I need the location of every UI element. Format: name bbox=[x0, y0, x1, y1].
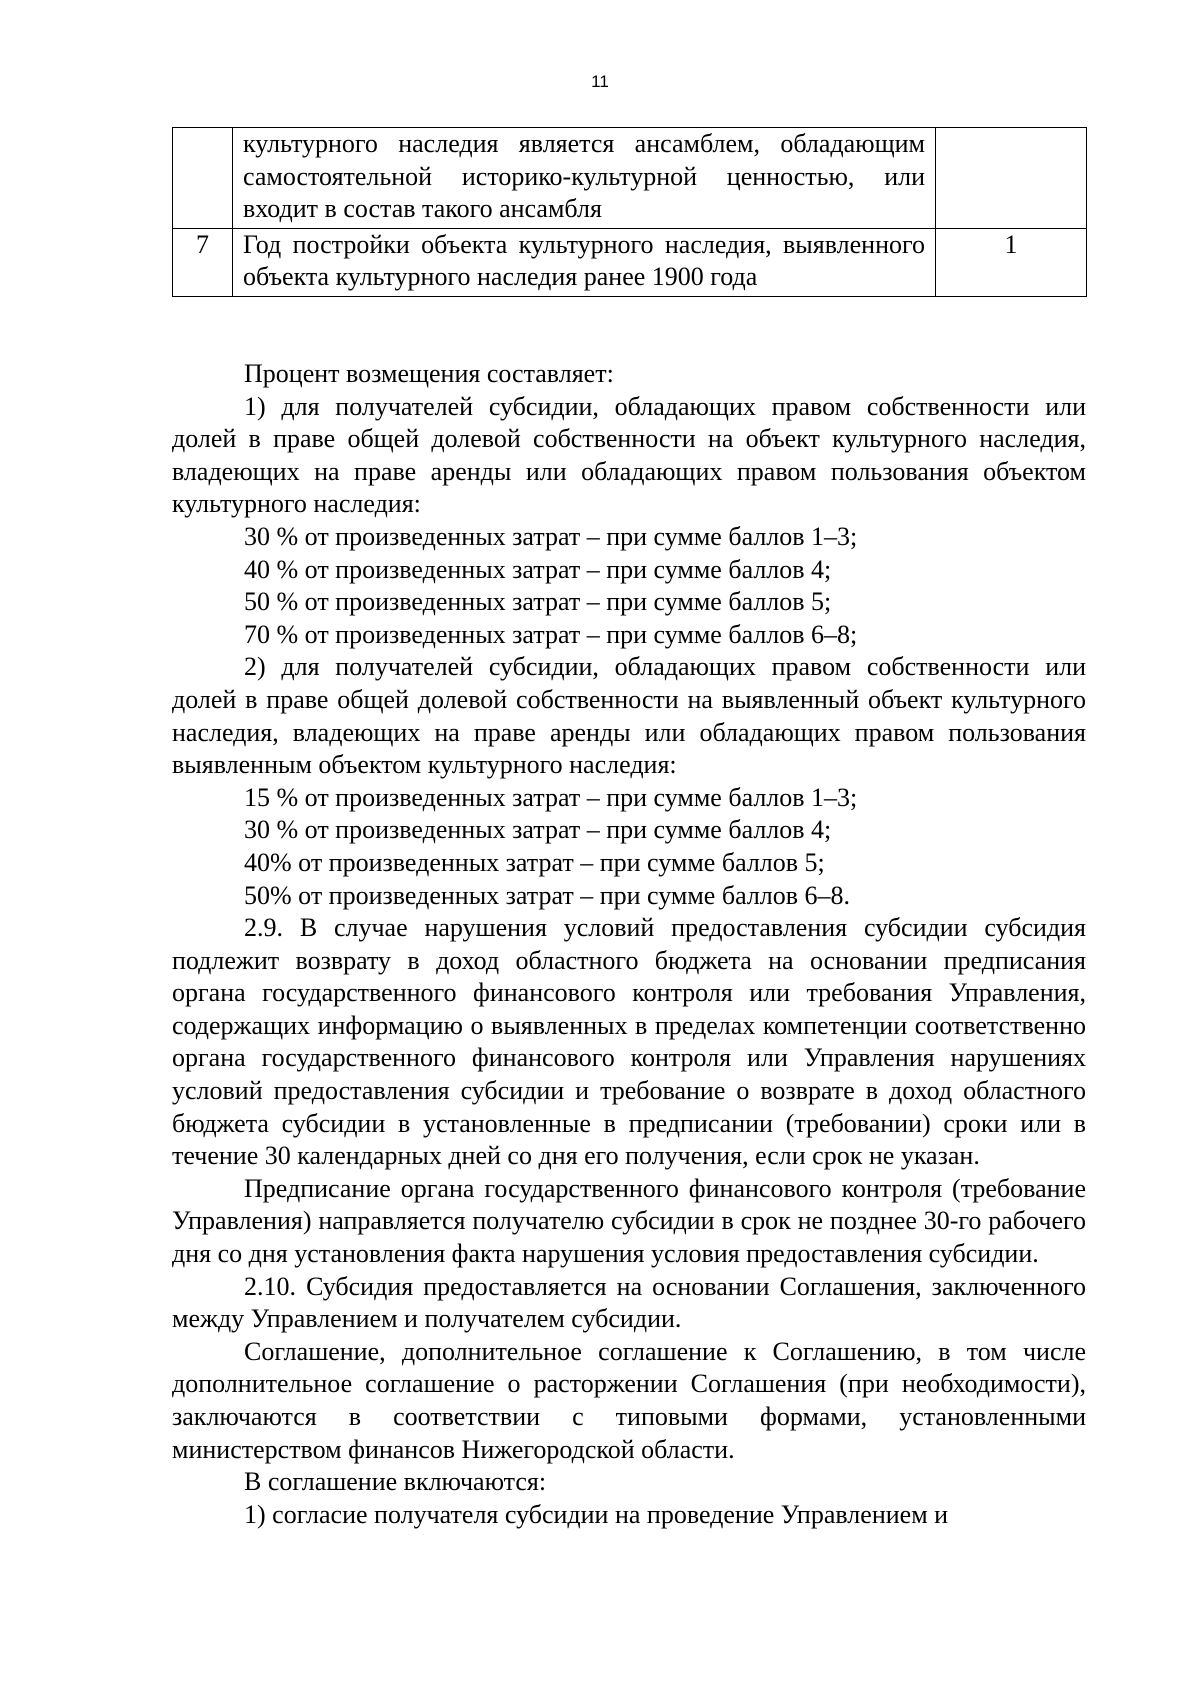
criterion-text: Год постройки объекта культурного наследия, выявленного объекта культурного наследия ранее 1900 года bbox=[233, 228, 936, 296]
table-row bbox=[173, 128, 1087, 229]
page-number: 11 bbox=[591, 72, 609, 91]
paragraph: 2.9. В случае нарушения условий предоставления субсидии субсидия подлежит возврату в доход областного бюджета на основании предписания органа государственного финансового контроля или требования Управления, содержащих информацию о выявленных в пределах компетенции соответственно органа государственного финансового контроля или Управления нарушениях условий предоставления субсидии и требование о возврате в доход областного бюджета субсидии в установленные в предписании (требовании) сроки или в течение 30 календарных дней со дня его получения, если срок не указан. bbox=[172, 913, 1086, 1171]
paragraph: В соглашение включаются: bbox=[244, 1467, 547, 1497]
paragraph: 50% от произведенных затрат – при сумме баллов 6–8. bbox=[244, 880, 851, 910]
paragraph: Предписание органа государственного финансового контроля (требование Управления) направляется получателю субсидии в срок не позднее 30-го рабочего дня со дня установления факта нарушения условия предоставления субсидии. bbox=[172, 1173, 1086, 1269]
paragraph: 30 % от произведенных затрат – при сумме баллов 1–3; bbox=[244, 521, 858, 551]
paragraph: 40 % от произведенных затрат – при сумме баллов 4; bbox=[244, 554, 832, 584]
paragraph: 30 % от произведенных затрат – при сумме баллов 4; bbox=[244, 815, 832, 845]
paragraph: Соглашение, дополнительное соглашение к Соглашению, в том числе дополнительное соглашение о расторжении Соглашения (при необходимости), заключаются в соответствии с типовыми формами, установленными министерством финансов Нижегородской области. bbox=[172, 1336, 1086, 1464]
row-number: 7 bbox=[173, 228, 233, 296]
paragraph: 50 % от произведенных затрат – при сумме баллов 5; bbox=[244, 587, 832, 617]
paragraph: 70 % от произведенных затрат – при сумме баллов 6–8; bbox=[244, 619, 858, 649]
row-number bbox=[173, 128, 233, 229]
body-text bbox=[172, 358, 1086, 1531]
criterion-text: культурного наследия является ансамблем, обладающим самостоятельной историко-культурной ценностью, или входит в состав такого ансамбля bbox=[233, 128, 936, 229]
paragraph: 1) для получателей субсидии, обладающих правом собственности или долей в праве общей долевой собственности на объект культурного наследия, владеющих на праве аренды или обладающих правом пользования объектом культурного наследия: bbox=[172, 391, 1086, 519]
criteria-table bbox=[172, 127, 1087, 297]
paragraph: 2) для получателей субсидии, обладающих правом собственности или долей в праве общей долевой собственности на выявленный объект культурного наследия, владеющих на праве аренды или обладающих правом пользования выявленным объектом культурного наследия: bbox=[172, 652, 1086, 780]
paragraph: Процент возмещения составляет: bbox=[244, 359, 614, 388]
criterion-score bbox=[936, 128, 1087, 229]
paragraph: 40% от произведенных затрат – при сумме баллов 5; bbox=[244, 847, 825, 877]
paragraph: 2.10. Субсидия предоставляется на основании Соглашения, заключенного между Управлением и получателем субсидии. bbox=[172, 1271, 1086, 1334]
paragraph: 1) согласие получателя субсидии на проведение Управлением и bbox=[244, 1499, 949, 1529]
paragraph: 15 % от произведенных затрат – при сумме баллов 1–3; bbox=[244, 782, 858, 812]
table-row bbox=[173, 228, 1087, 296]
criterion-score: 1 bbox=[936, 228, 1087, 296]
